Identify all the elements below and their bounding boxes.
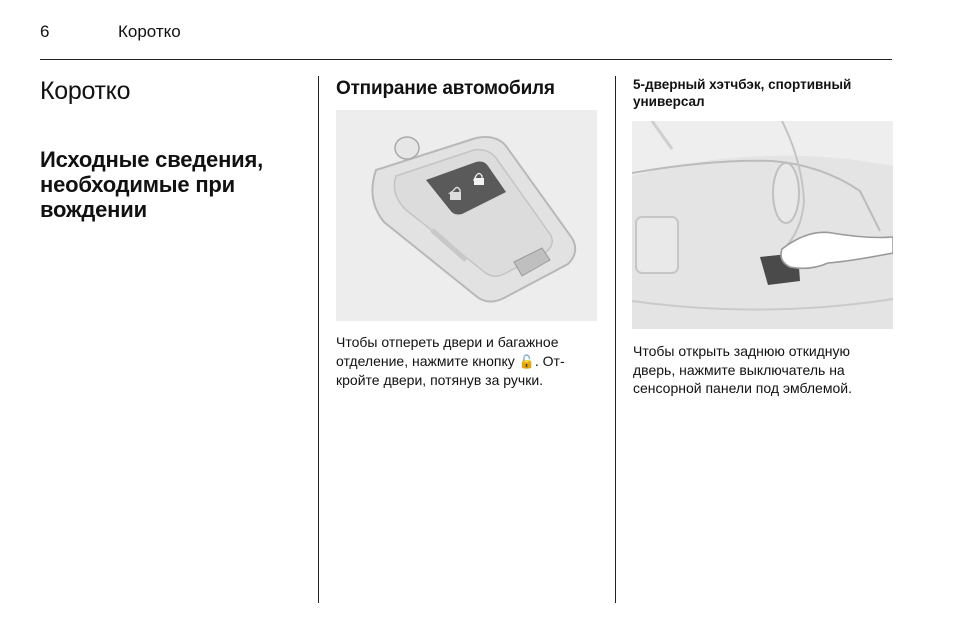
key-fob-drawing [336, 110, 597, 321]
unlock-instruction-text [336, 333, 598, 390]
unlock-heading: Отпирание автомобиля [336, 78, 555, 99]
lock-icon [450, 192, 461, 200]
chapter-title: Коротко [40, 77, 131, 105]
tailgate-illustration [632, 121, 893, 329]
middle-column [336, 76, 598, 102]
unlock-text-part1: Чтобы отпереть двери и багажное отделение, нажмите кнопку [336, 334, 559, 369]
page-header [40, 22, 892, 60]
header-divider [40, 59, 892, 60]
hatchback-heading: 5-дверный хэтчбэк, спортивный универсал [633, 77, 852, 109]
page-number: 6 [40, 22, 50, 41]
emblem-shape [773, 163, 799, 223]
column-divider-left [318, 76, 319, 603]
section-title: Исходные сведения, необходимые при вождении [40, 147, 264, 222]
tail-light [636, 217, 678, 273]
unlock-instruction-block [336, 333, 598, 390]
unlock-symbol-icon: 🔓 [518, 353, 535, 369]
right-column [633, 76, 895, 110]
column-divider-right [615, 76, 616, 603]
key-ring-loop [395, 137, 419, 159]
left-column [40, 76, 310, 222]
tailgate-instruction-block [633, 342, 895, 398]
tailgate-instruction-text: Чтобы открыть заднюю откидную дверь, нажмите выключатель на сенсорной панели под эмблемой. [633, 343, 852, 396]
unlock-icon [474, 178, 484, 185]
key-fob-illustration [336, 110, 597, 321]
running-header-title: Коротко [118, 22, 181, 41]
unlock-text-part2: . Откройте двери, потянув за ручки. [336, 352, 565, 388]
tailgate-drawing [632, 121, 893, 329]
